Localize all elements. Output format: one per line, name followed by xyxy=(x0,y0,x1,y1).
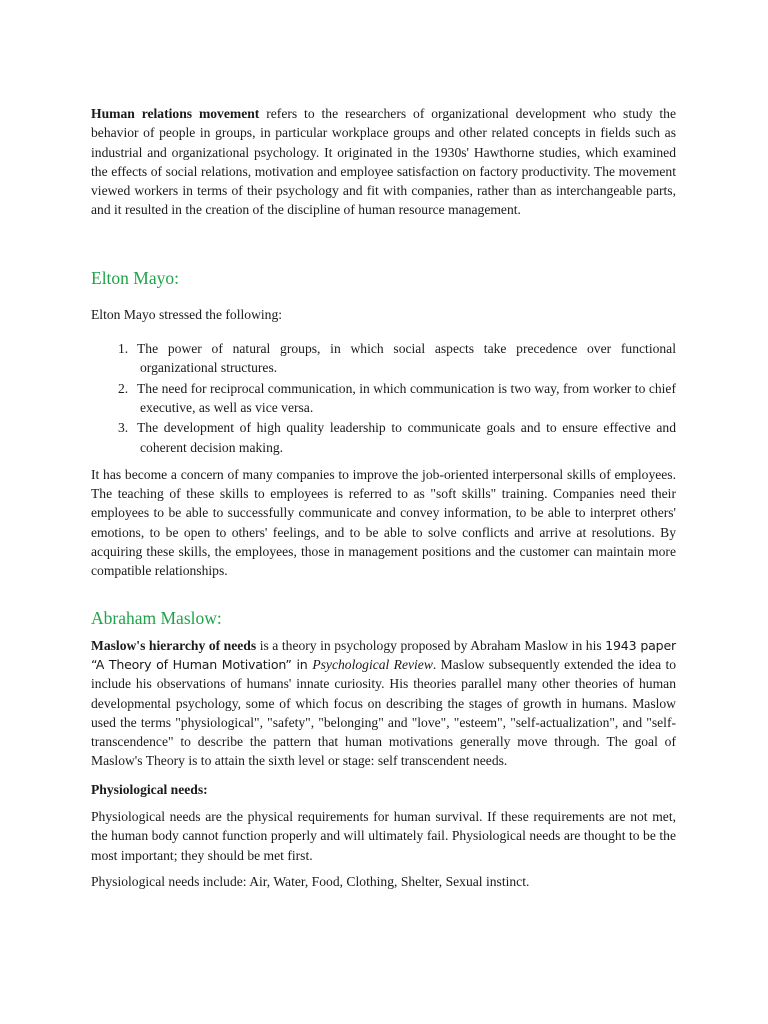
intro-paragraph xyxy=(91,104,676,220)
elton-mayo-list xyxy=(91,339,676,457)
maslow-paragraph xyxy=(91,636,676,771)
maslow-text-2: . Maslow subsequently extended the idea to include his observations of humans' innate curiosity. His theories parallel many other theories of human developmental psychology, some of which focus on describing the stages of growth in humans. Maslow used the terms "physiological", "safety", "belonging" and "love", "esteem", "self-actualization", and "self-transcendence" to describe the pattern that human motivations generally move through. The goal of Maslow's Theory is to attain the sixth level or stage: self transcendent needs. xyxy=(91,656,677,769)
list-item xyxy=(91,379,676,418)
list-item xyxy=(91,418,676,457)
maslow-paper-reference: 1943 paper “A Theory of Human Motivation” in xyxy=(91,637,676,672)
list-item-text: The need for reciprocal communication, in which communication is two way, from worker to chief executive, as well as vice versa. xyxy=(137,380,676,415)
list-item xyxy=(91,339,676,378)
intro-lead-term: Human relations movement xyxy=(91,106,260,121)
document-page xyxy=(91,104,676,891)
physiological-needs-paragraph: Physiological needs are the physical requirements for human survival. If these requirements are not met, the human body cannot function properly and will ultimately fail. Physiological needs are thought to be the most important; they should be met first. xyxy=(91,809,676,863)
abraham-maslow-heading: Abraham Maslow: xyxy=(91,607,222,628)
elton-mayo-heading: Elton Mayo: xyxy=(91,267,179,288)
elton-mayo-intro: Elton Mayo stressed the following: xyxy=(91,306,283,322)
soft-skills-paragraph: It has become a concern of many companies to improve the job-oriented interpersonal skills of employees. The teaching of these skills to employees is referred to as "soft skills" training. Companies need their employees to be able to successfully communicate and convey information, to be able to interpret others' emotions, to be open to others' feelings, and to be able to solve conflicts and arrive at resolutions. By acquiring these skills, the employees, those in management positions and the customer can maintain more compatible relationships. xyxy=(91,466,676,579)
list-item-number: 2. xyxy=(118,380,129,396)
maslow-journal-name: Psychological Review xyxy=(312,656,433,672)
list-item-text: The power of natural groups, in which social aspects take precedence over functional organizational structures. xyxy=(137,341,676,376)
intro-text: refers to the researchers of organizational development who study the behavior of people in groups, in particular workplace groups and other related concepts in fields such as industrial and organizational psychology. It originated in the 1930s' Hawthorne studies, which examined the effects of social relations, motivation and employee satisfaction on factory productivity. The movement viewed workers in terms of their psychology and fit with companies, rather than as interchangeable parts, and it resulted in the creation of the discipline of human resource management. xyxy=(91,106,676,218)
maslow-lead-term: Maslow's hierarchy of needs xyxy=(91,637,257,653)
physiological-needs-heading: Physiological needs: xyxy=(91,781,208,797)
list-item-number: 1. xyxy=(118,341,129,357)
physiological-needs-include: Physiological needs include: Air, Water, Food, Clothing, Shelter, Sexual instinct. xyxy=(91,873,530,889)
list-item-text: The development of high quality leadership to communicate goals and to ensure effective and coherent decision making. xyxy=(137,420,676,455)
list-item-number: 3. xyxy=(118,420,129,436)
maslow-text-1: is a theory in psychology proposed by Abraham Maslow in his xyxy=(256,637,606,653)
